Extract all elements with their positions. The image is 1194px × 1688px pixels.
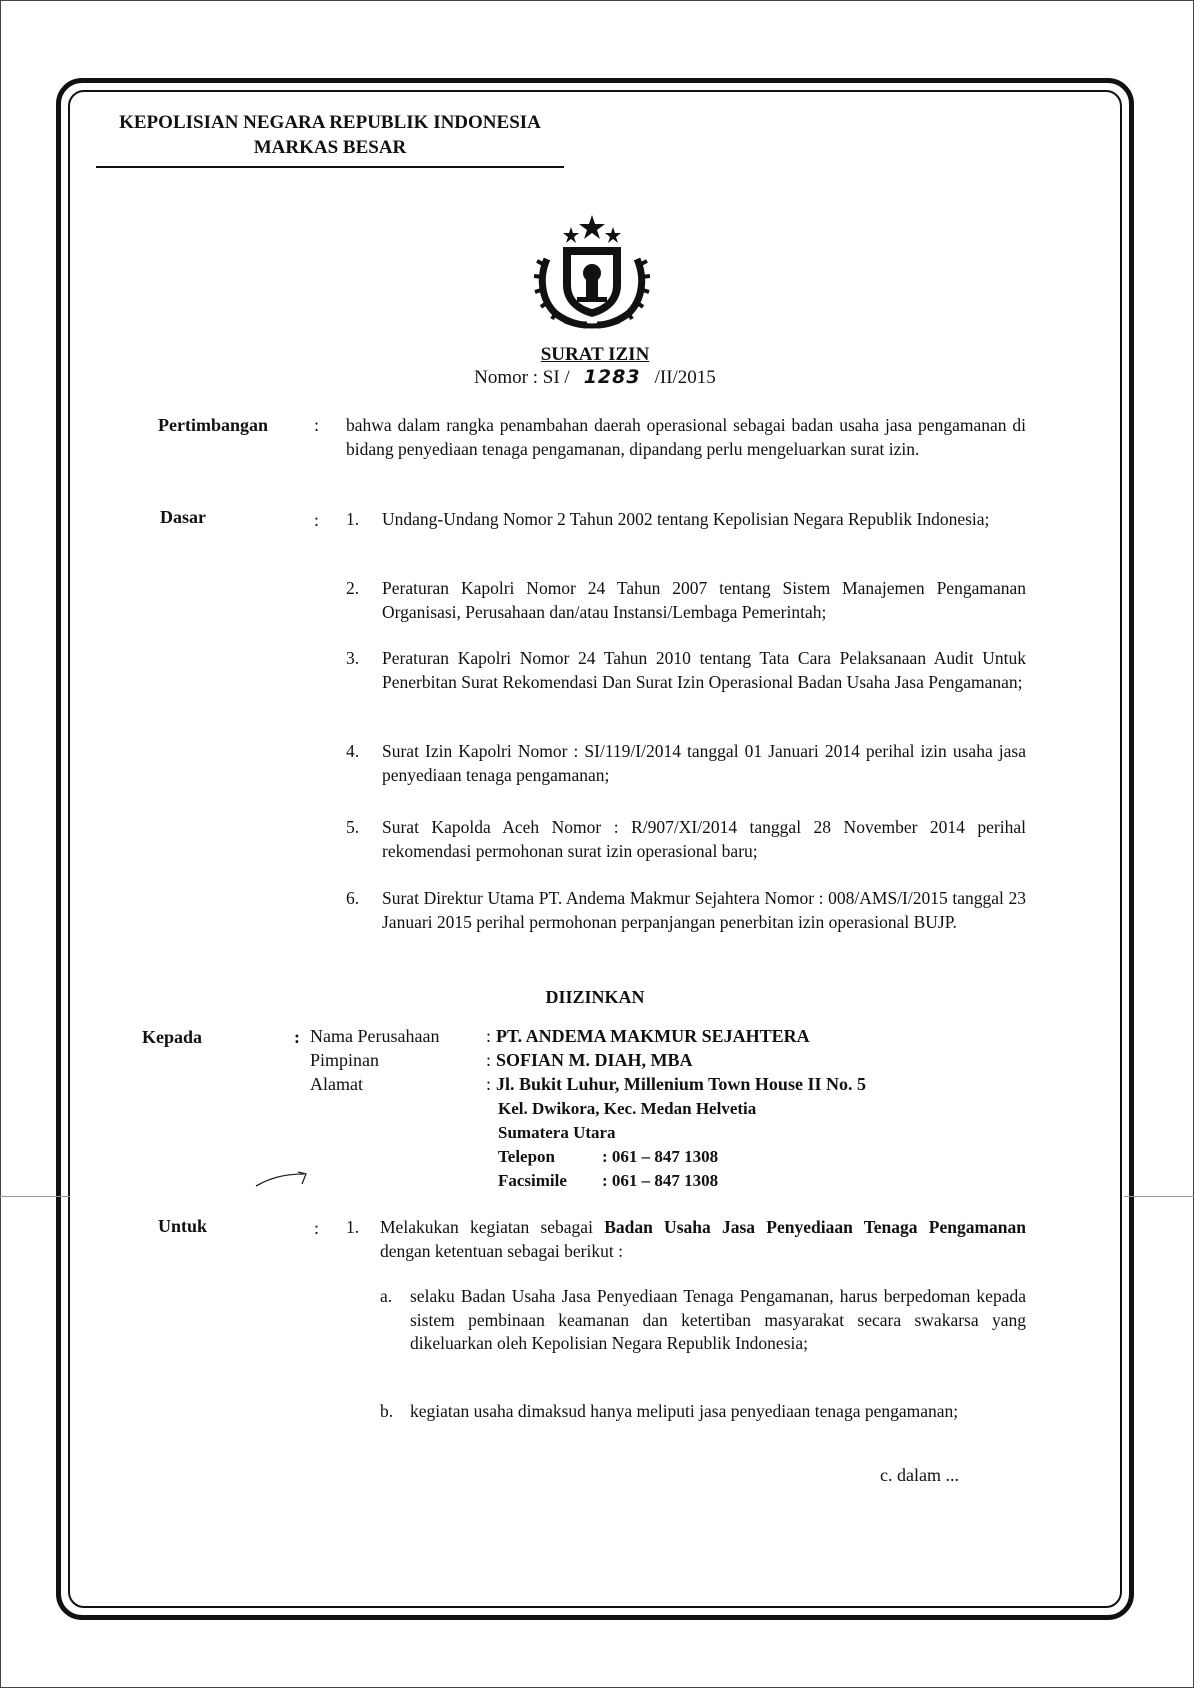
police-emblem-icon: [525, 207, 659, 333]
pen-mark: [252, 1162, 312, 1192]
letterhead-institution: KEPOLISIAN NEGARA REPUBLIK INDONESIA: [119, 112, 541, 133]
untuk-item-emphasis: Badan Usaha Jasa Penyediaan Tenaga: [604, 1217, 918, 1237]
scan-mark-left: [0, 1196, 70, 1197]
letter-number-suffix: /II/2015: [654, 367, 716, 388]
letterhead-underline: [96, 166, 564, 168]
dasar-item-number: 4.: [346, 741, 360, 761]
dasar-item-number: 3.: [346, 648, 360, 668]
untuk-colon: :: [314, 1218, 320, 1238]
dasar-colon: :: [314, 510, 320, 530]
untuk-subitem-text: kegiatan usaha dimaksud hanya meliputi jasa penyediaan tenaga pengamanan;: [410, 1401, 959, 1421]
untuk-label: Untuk: [158, 1216, 208, 1236]
alamat-line: Kel. Dwikora, Kec. Medan Helvetia: [498, 1099, 757, 1118]
untuk-item-number: 1.: [346, 1217, 360, 1237]
untuk-item-text-tail: dengan ketentuan sebagai berikut :: [380, 1240, 623, 1261]
untuk-subitem-text: selaku Badan Usaha Jasa Penyediaan Tenaga Pengamanan, harus berpedoman kepada sistem pembinaan keamanan dan ketertiban masyarakat secara swakarsa yang dikeluarkan oleh Kepolisian Negara Republik Indonesia;: [410, 1286, 1026, 1353]
letterhead-unit: MARKAS BESAR: [253, 137, 407, 158]
nama-separator: :: [486, 1026, 492, 1046]
diizinkan-heading: DIIZINKAN: [545, 987, 645, 1007]
letter-title: [440, 344, 750, 389]
pertimbangan-text: bahwa dalam rangka penambahan daerah operasional sebagai badan usaha jasa pengamanan di bidang penyediaan tenaga pengamanan, dipandang perlu mengeluarkan surat izin.: [346, 415, 1026, 459]
dasar-item-text: Undang-Undang Nomor 2 Tahun 2002 tentang Kepolisian Negara Republik Indonesia;: [382, 509, 990, 529]
letter-number-prefix: Nomor : SI /: [474, 367, 570, 388]
untuk-subitem-letter: a.: [380, 1286, 393, 1306]
nama-perusahaan-value: PT. ANDEMA MAKMUR SEJAHTERA: [496, 1026, 810, 1046]
facsimile-label: Facsimile: [498, 1171, 567, 1190]
kepada-label: Kepada: [142, 1027, 203, 1047]
alamat-line: Sumatera Utara: [498, 1123, 616, 1142]
kepada-colon: :: [294, 1027, 300, 1047]
pertimbangan-colon: :: [314, 415, 320, 435]
dasar-item-text: Peraturan Kapolri Nomor 24 Tahun 2010 tentang Tata Cara Pelaksanaan Audit Untuk Penerbitan Surat Rekomendasi Dan Surat Izin Operasional Badan Usaha Jasa Pengamanan;: [382, 648, 1026, 692]
dasar-label: Dasar: [160, 507, 206, 527]
pimpinan-label: Pimpinan: [310, 1050, 380, 1070]
telepon-label: Telepon: [498, 1147, 556, 1166]
scan-mark-right: [1124, 1196, 1194, 1197]
dasar-item-number: 5.: [346, 817, 360, 837]
untuk-subitem-letter: b.: [380, 1401, 394, 1421]
dasar-item-text: Surat Direktur Utama PT. Andema Makmur Sejahtera Nomor : 008/AMS/I/2015 tanggal 23 Januari 2015 perihal permohonan perpanjangan penerbitan izin operasional BUJP.: [382, 888, 1026, 932]
alamat-separator: :: [486, 1074, 492, 1094]
pertimbangan-label: Pertimbangan: [158, 415, 268, 435]
facsimile-value: : 061 – 847 1308: [602, 1171, 719, 1190]
telepon-value: : 061 – 847 1308: [602, 1147, 719, 1166]
letter-number: [440, 366, 750, 389]
untuk-item-text: [380, 1216, 1026, 1263]
dasar-item-text: Peraturan Kapolri Nomor 24 Tahun 2007 tentang Sistem Manajemen Pengamanan Organisasi, Perusahaan dan/atau Instansi/Lembaga Pemerintah;: [382, 578, 1026, 622]
alamat-line: Jl. Bukit Luhur, Millenium Town House II No. 5: [496, 1074, 866, 1094]
dasar-item-text: Surat Kapolda Aceh Nomor : R/907/XI/2014 tanggal 28 November 2014 perihal rekomendasi permohonan surat izin operasional baru;: [382, 817, 1026, 861]
alamat-label: Alamat: [310, 1074, 363, 1094]
dasar-item-number: 1.: [346, 509, 360, 529]
dasar-item-number: 6.: [346, 888, 360, 908]
dasar-item-text: Surat Izin Kapolri Nomor : SI/119/I/2014 tanggal 01 Januari 2014 perihal izin usaha jasa penyediaan tenaga pengamanan;: [382, 741, 1026, 785]
letter-number-handwritten: 1283: [583, 366, 641, 388]
pimpinan-value: SOFIAN M. DIAH, MBA: [496, 1050, 693, 1070]
letterhead: [96, 110, 564, 160]
nama-perusahaan-label: Nama Perusahaan: [310, 1026, 440, 1046]
untuk-item-text-lead: Melakukan kegiatan sebagai: [380, 1217, 605, 1237]
untuk-item-emphasis: Pengamanan: [928, 1217, 1026, 1237]
dasar-item-number: 2.: [346, 578, 360, 598]
pimpinan-separator: :: [486, 1050, 492, 1070]
letter-title-main: SURAT IZIN: [540, 344, 650, 365]
continuation-marker: c. dalam ...: [880, 1465, 959, 1485]
